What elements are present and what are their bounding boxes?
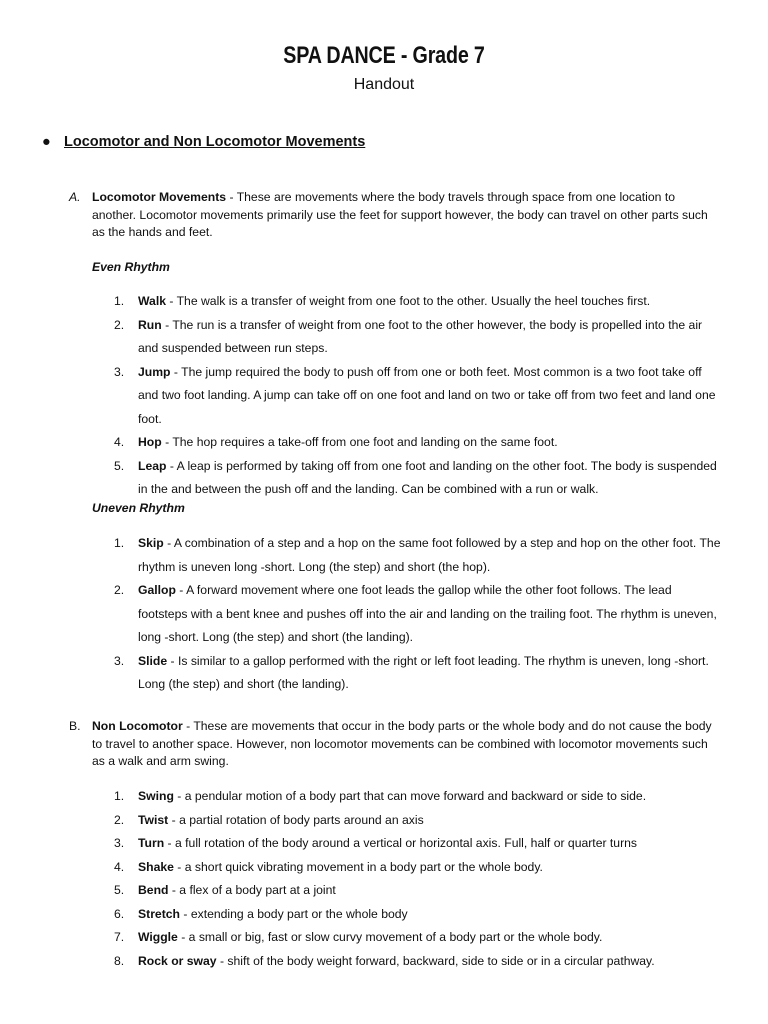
- part-b-desc: - These are movements that occur in the body parts or the whole body and do not cause the body to travel to another space. However, non locomotor movements can be combined with locomotor movements such as a walk and arm swing.: [92, 719, 712, 768]
- list-item: 4. Hop - The hop requires a take-off from one foot and landing on the same foot.: [114, 435, 558, 449]
- non-locomotor-list: [114, 785, 723, 973]
- uneven-rhythm-list: [114, 532, 723, 697]
- list-item: 2. Run - The run is a transfer of weight from one foot to the other however, the body is propelled into the air and suspended between run steps.: [114, 317, 703, 355]
- list-item: 1. Skip - A combination of a step and a hop on the same foot followed by a step and hop on the other foot. The rhythm is uneven long -short. Long (the step) and short (the hop).: [114, 536, 721, 574]
- list-item: 4. Shake - a short quick vibrating movement in a body part or the whole body.: [114, 859, 543, 874]
- list-item: 7. Wiggle - a small or big, fast or slow curvy movement of a body part or the whole body.: [114, 930, 603, 944]
- list-item: 3. Jump - The jump required the body to push off from one or both feet. Most common is a two foot take off and two foot landing. A jump can take off on one foot and land on two or take off from two feet and land one foot.: [114, 364, 716, 426]
- list-item: 1. Walk - The walk is a transfer of weight from one foot to the other. Usually the heel touches first.: [114, 294, 651, 308]
- part-b-paragraph: [69, 718, 712, 771]
- part-b-marker: B.: [69, 719, 81, 733]
- part-a-desc: - These are movements where the body travels through space from one location to another. Locomotor movements primarily use the feet for support however, the body can travel on other parts such as the hands and feet.: [92, 190, 708, 239]
- section-heading: [42, 134, 365, 150]
- part-b-term: Non Locomotor: [92, 719, 183, 733]
- list-item: 8. Rock or sway - shift of the body weight forward, backward, side to side or in a circular pathway.: [114, 953, 655, 968]
- part-a-paragraph: [69, 189, 717, 242]
- list-item: 5. Leap - A leap is performed by taking off from one foot and landing on the other foot. The body is suspended in the and between the push off and the landing. Can be combined with a run or walk.: [114, 458, 717, 496]
- list-item: 2. Gallop - A forward movement where one foot leads the gallop while the other foot follows. The lead footsteps with a bent knee and pushes off into the air and landing on the trailing foot. The rhythm is uneven, long -short. Long (the step) and short (the landing).: [114, 583, 717, 644]
- list-item: 1. Swing - a pendular motion of a body part that can move forward and backward or side to side.: [114, 789, 647, 803]
- page-title: SPA DANCE - Grade 7: [283, 42, 485, 69]
- list-item: 2. Twist - a partial rotation of body parts around an axis: [114, 812, 424, 827]
- list-item: 6. Stretch - extending a body part or the whole body: [114, 906, 408, 921]
- even-rhythm-heading: Even Rhythm: [92, 260, 170, 274]
- list-item: 3. Slide - Is similar to a gallop performed with the right or left foot leading. The rhythm is uneven, long -short. Long (the step) and short (the landing).: [114, 653, 709, 691]
- page-subtitle: Handout: [353, 76, 415, 93]
- bullet-icon: ●: [42, 134, 51, 150]
- even-rhythm-list: [114, 290, 723, 502]
- part-a-marker: A.: [69, 190, 81, 204]
- section-heading-text: Locomotor and Non Locomotor Movements: [64, 134, 366, 150]
- part-a-term: Locomotor Movements: [92, 190, 227, 204]
- uneven-rhythm-heading: Uneven Rhythm: [92, 501, 185, 515]
- list-item: 3. Turn - a full rotation of the body around a vertical or horizontal axis. Full, half or quarter turns: [114, 836, 638, 850]
- list-item: 5. Bend - a flex of a body part at a joint: [114, 883, 336, 897]
